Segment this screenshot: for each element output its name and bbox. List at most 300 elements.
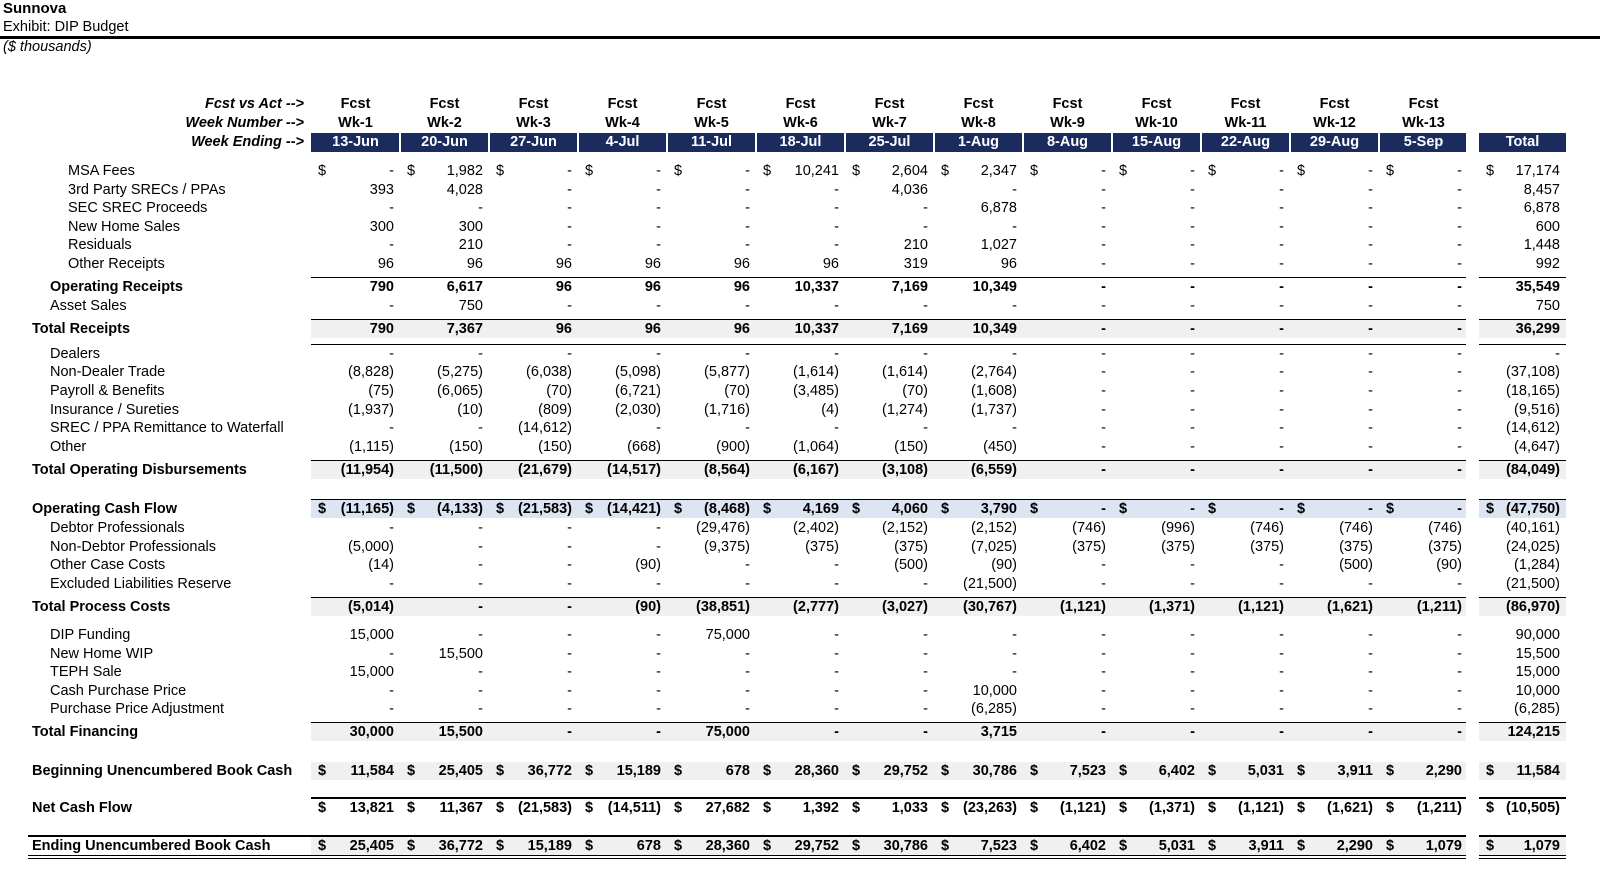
- cell-value: 96: [733, 279, 750, 295]
- table-cell: [1290, 199, 1379, 217]
- table-cell: [845, 363, 934, 381]
- cell-value: -: [1457, 163, 1462, 179]
- total-cell: [1479, 663, 1569, 681]
- table-cell: [845, 255, 934, 273]
- row-label: Purchase Price Adjustment: [50, 701, 225, 717]
- table-cell: [1023, 682, 1112, 700]
- row-label: Debtor Professionals: [50, 520, 185, 536]
- table-cell: [400, 575, 489, 593]
- table-cell: [667, 837, 756, 855]
- table-cell: [845, 598, 934, 616]
- table-cell: [667, 401, 756, 419]
- cell-value: 7,169: [891, 279, 928, 295]
- cell-value: -: [1279, 576, 1284, 592]
- cell-value: -: [567, 298, 572, 314]
- col-week: Wk-4: [605, 115, 640, 131]
- cell-value: -: [834, 346, 839, 362]
- header-label-week-ending: Week Ending -->: [191, 134, 304, 150]
- cell-value: -: [656, 627, 661, 643]
- cell-value: -: [1368, 364, 1373, 380]
- cell-value: 6,402: [1158, 763, 1195, 779]
- cell-value: -: [1101, 321, 1106, 337]
- band-separator: [1378, 133, 1380, 152]
- table-cell: [667, 363, 756, 381]
- cell-value: -: [834, 701, 839, 717]
- cell-value: 1,027: [980, 237, 1017, 253]
- cell-value: (1,621): [1327, 800, 1373, 816]
- double-underline-total: [1479, 858, 1566, 859]
- row-label: TEPH Sale: [50, 664, 122, 680]
- table-cell: [1201, 598, 1290, 616]
- table-cell: [1023, 500, 1112, 518]
- table-cell: [578, 255, 667, 273]
- cell-value: -: [745, 664, 750, 680]
- table-cell: [667, 438, 756, 456]
- table-cell: [311, 500, 400, 518]
- table-cell: [1023, 345, 1112, 363]
- table-cell: [578, 382, 667, 400]
- table-cell: [845, 218, 934, 236]
- cell-value: 15,000: [349, 627, 394, 643]
- cell-value: 2,347: [980, 163, 1017, 179]
- table-cell: [845, 519, 934, 537]
- cell-value: -: [656, 219, 661, 235]
- cell-value: -: [745, 646, 750, 662]
- cell-value: -: [1457, 462, 1462, 478]
- total-value: 36,299: [1515, 321, 1560, 337]
- total-value: -: [1555, 346, 1560, 362]
- cell-value: (1,716): [704, 402, 750, 418]
- currency-sign: $: [407, 838, 416, 854]
- table-cell: [1290, 762, 1379, 780]
- col-type: Fcst: [696, 96, 727, 112]
- currency-sign: $: [407, 163, 416, 179]
- table-cell: [667, 382, 756, 400]
- currency-sign: $: [318, 838, 327, 854]
- table-cell: [1290, 626, 1379, 644]
- row-label: Non-Dealer Trade: [50, 364, 166, 380]
- table-cell: [311, 401, 400, 419]
- currency-sign: $: [318, 163, 327, 179]
- table-row: [0, 438, 1600, 456]
- total-cell: [1479, 297, 1569, 315]
- header-rule: [0, 36, 1600, 39]
- cell-value: 2,604: [891, 163, 928, 179]
- cell-value: -: [1190, 724, 1195, 740]
- table-cell: [1023, 255, 1112, 273]
- cell-value: (8,468): [704, 501, 750, 517]
- table-cell: [934, 401, 1023, 419]
- table-cell: [1379, 401, 1468, 419]
- table-cell: [667, 218, 756, 236]
- cell-value: -: [389, 346, 394, 362]
- cell-value: -: [834, 646, 839, 662]
- table-cell: [1201, 663, 1290, 681]
- cell-value: -: [1190, 420, 1195, 436]
- cell-value: (1,608): [971, 383, 1017, 399]
- table-cell: [578, 419, 667, 437]
- cell-value: 96: [733, 321, 750, 337]
- table-cell: [756, 401, 845, 419]
- total-cell: [1479, 278, 1569, 296]
- currency-sign: $: [1297, 763, 1306, 779]
- table-cell: [1201, 500, 1290, 518]
- table-cell: [667, 700, 756, 718]
- cell-value: 25,405: [438, 763, 483, 779]
- table-row: [0, 663, 1600, 681]
- table-cell: [400, 519, 489, 537]
- table-cell: [845, 199, 934, 217]
- table-row: [0, 278, 1600, 296]
- cell-value: -: [1190, 383, 1195, 399]
- currency-sign: $: [1030, 163, 1039, 179]
- total-cell: [1479, 162, 1569, 180]
- cell-value: -: [1190, 462, 1195, 478]
- table-cell: [578, 500, 667, 518]
- currency-sign: $: [1486, 163, 1495, 179]
- total-cell: [1479, 363, 1569, 381]
- cell-value: 393: [369, 182, 394, 198]
- currency-sign: $: [1119, 501, 1128, 517]
- table-cell: [1201, 382, 1290, 400]
- table-row: [0, 645, 1600, 663]
- table-cell: [934, 438, 1023, 456]
- table-cell: [1112, 363, 1201, 381]
- table-cell: [489, 663, 578, 681]
- cell-value: -: [567, 163, 572, 179]
- cell-value: -: [1457, 298, 1462, 314]
- currency-sign: $: [763, 501, 772, 517]
- table-cell: [667, 320, 756, 338]
- cell-value: -: [745, 420, 750, 436]
- table-cell: [578, 519, 667, 537]
- cell-value: -: [1190, 664, 1195, 680]
- table-cell: [311, 556, 400, 574]
- cell-value: -: [1457, 321, 1462, 337]
- table-cell: [489, 345, 578, 363]
- cell-value: 11,584: [350, 763, 394, 779]
- cell-value: (3,485): [793, 383, 839, 399]
- table-cell: [934, 538, 1023, 556]
- cell-value: -: [1279, 237, 1284, 253]
- table-cell: [311, 236, 400, 254]
- row-label: Net Cash Flow: [32, 800, 132, 816]
- table-cell: [1112, 278, 1201, 296]
- units-note: ($ thousands): [3, 39, 92, 55]
- cell-value: (5,014): [348, 599, 394, 615]
- table-cell: [934, 663, 1023, 681]
- table-cell: [756, 278, 845, 296]
- row-label: SREC / PPA Remittance to Waterfall: [50, 420, 284, 436]
- currency-sign: $: [763, 800, 772, 816]
- table-cell: [667, 181, 756, 199]
- cell-value: -: [1279, 364, 1284, 380]
- cell-value: -: [834, 576, 839, 592]
- table-cell: [1379, 297, 1468, 315]
- cell-value: -: [656, 576, 661, 592]
- cell-value: 1,982: [446, 163, 483, 179]
- currency-sign: $: [585, 501, 594, 517]
- currency-sign: $: [1208, 163, 1217, 179]
- table-cell: [1290, 162, 1379, 180]
- currency-sign: $: [852, 838, 861, 854]
- cell-value: (375): [1072, 539, 1106, 555]
- total-value: (14,612): [1505, 420, 1560, 436]
- table-cell: [756, 297, 845, 315]
- currency-sign: $: [1386, 163, 1395, 179]
- cell-value: (375): [894, 539, 928, 555]
- cell-value: (3,027): [882, 599, 928, 615]
- cell-value: 1,033: [891, 800, 928, 816]
- table-cell: [1112, 297, 1201, 315]
- cell-value: (1,937): [348, 402, 394, 418]
- cell-value: (6,559): [971, 462, 1017, 478]
- cell-value: (21,679): [517, 462, 572, 478]
- table-cell: [667, 598, 756, 616]
- currency-sign: $: [1297, 163, 1306, 179]
- total-cell: [1479, 799, 1569, 817]
- cell-value: -: [1101, 683, 1106, 699]
- table-row: [0, 626, 1600, 644]
- cell-value: -: [1368, 576, 1373, 592]
- table-cell: [934, 278, 1023, 296]
- table-cell: [400, 500, 489, 518]
- col-week-ending: 13-Jun: [332, 134, 379, 150]
- cell-value: (2,152): [882, 520, 928, 536]
- cell-value: -: [567, 539, 572, 555]
- table-cell: [756, 236, 845, 254]
- table-cell: [311, 363, 400, 381]
- cell-value: 3,911: [1248, 838, 1284, 854]
- table-cell: [667, 762, 756, 780]
- table-cell: [756, 382, 845, 400]
- col-type: Fcst: [1141, 96, 1172, 112]
- total-cell: [1479, 419, 1569, 437]
- table-cell: [489, 236, 578, 254]
- row-label: MSA Fees: [68, 163, 135, 179]
- table-cell: [1290, 255, 1379, 273]
- table-cell: [578, 556, 667, 574]
- table-cell: [400, 837, 489, 855]
- cell-value: -: [1101, 664, 1106, 680]
- table-cell: [756, 645, 845, 663]
- table-cell: [311, 538, 400, 556]
- table-cell: [1290, 218, 1379, 236]
- cell-value: (1,621): [1327, 599, 1373, 615]
- table-cell: [1290, 382, 1379, 400]
- table-cell: [400, 663, 489, 681]
- cell-value: -: [834, 237, 839, 253]
- currency-sign: $: [941, 838, 950, 854]
- cell-value: 28,360: [705, 838, 750, 854]
- cell-value: -: [389, 646, 394, 662]
- table-cell: [1023, 236, 1112, 254]
- currency-sign: $: [763, 763, 772, 779]
- table-cell: [578, 575, 667, 593]
- table-row: [0, 382, 1600, 400]
- row-label: Payroll & Benefits: [50, 383, 165, 399]
- table-cell: [1201, 700, 1290, 718]
- cell-value: 96: [644, 279, 661, 295]
- cell-value: (500): [1339, 557, 1373, 573]
- table-cell: [934, 700, 1023, 718]
- table-cell: [489, 255, 578, 273]
- cell-value: -: [923, 219, 928, 235]
- currency-sign: $: [941, 800, 950, 816]
- cell-value: (1,211): [1416, 800, 1462, 816]
- cell-value: -: [656, 237, 661, 253]
- cell-value: -: [1101, 364, 1106, 380]
- col-week-ending: 27-Jun: [510, 134, 557, 150]
- cell-value: (70): [902, 383, 928, 399]
- cell-value: -: [1279, 256, 1284, 272]
- table-row: [0, 363, 1600, 381]
- table-cell: [667, 461, 756, 479]
- cell-value: -: [1279, 346, 1284, 362]
- cell-value: 210: [903, 237, 928, 253]
- cell-value: 10,337: [794, 321, 839, 337]
- table-cell: [311, 438, 400, 456]
- table-cell: [1023, 645, 1112, 663]
- cell-value: -: [1279, 462, 1284, 478]
- cell-value: -: [1457, 383, 1462, 399]
- double-underline-total: [1479, 855, 1566, 856]
- table-cell: [934, 181, 1023, 199]
- row-label: Non-Debtor Professionals: [50, 539, 217, 555]
- double-underline: [28, 858, 1466, 859]
- cell-value: -: [656, 420, 661, 436]
- currency-sign: $: [496, 163, 505, 179]
- cell-value: -: [1279, 163, 1284, 179]
- row-label: DIP Funding: [50, 627, 131, 643]
- table-cell: [1379, 218, 1468, 236]
- currency-sign: $: [1386, 501, 1395, 517]
- table-cell: [1379, 438, 1468, 456]
- table-cell: [845, 320, 934, 338]
- cell-value: -: [478, 683, 483, 699]
- table-cell: [756, 762, 845, 780]
- cell-value: -: [1101, 627, 1106, 643]
- cell-value: -: [1368, 420, 1373, 436]
- total-value: 750: [1535, 298, 1560, 314]
- currency-sign: $: [852, 501, 861, 517]
- cell-value: -: [478, 346, 483, 362]
- cell-value: 15,500: [438, 646, 483, 662]
- cell-value: 210: [458, 237, 483, 253]
- table-cell: [489, 218, 578, 236]
- cell-value: -: [1101, 420, 1106, 436]
- currency-sign: $: [852, 763, 861, 779]
- cell-value: -: [923, 683, 928, 699]
- table-cell: [1379, 645, 1468, 663]
- cell-value: -: [1368, 163, 1373, 179]
- cell-value: (375): [805, 539, 839, 555]
- cell-value: -: [923, 724, 928, 740]
- cell-value: 3,790: [980, 501, 1017, 517]
- cell-value: (21,583): [517, 800, 572, 816]
- cell-value: -: [567, 664, 572, 680]
- cell-value: -: [834, 200, 839, 216]
- table-row: [0, 799, 1600, 817]
- table-cell: [1112, 500, 1201, 518]
- cell-value: (1,115): [349, 439, 394, 455]
- row-label: Other: [50, 439, 87, 455]
- table-cell: [400, 438, 489, 456]
- cell-value: -: [1279, 627, 1284, 643]
- total-cell: [1479, 723, 1569, 741]
- cell-value: (14,612): [517, 420, 572, 436]
- cell-value: -: [478, 599, 483, 615]
- currency-sign: $: [585, 838, 594, 854]
- cell-value: 96: [733, 256, 750, 272]
- table-cell: [1201, 762, 1290, 780]
- table-cell: [1201, 278, 1290, 296]
- table-cell: [934, 382, 1023, 400]
- table-cell: [1023, 382, 1112, 400]
- total-value: (9,516): [1514, 402, 1560, 418]
- cell-value: -: [389, 163, 394, 179]
- cell-value: (5,000): [348, 539, 394, 555]
- cell-value: -: [1279, 683, 1284, 699]
- cell-value: -: [1279, 321, 1284, 337]
- cell-value: -: [1279, 200, 1284, 216]
- table-cell: [1023, 419, 1112, 437]
- cell-value: (375): [1339, 539, 1373, 555]
- table-row: [0, 556, 1600, 574]
- table-cell: [1290, 663, 1379, 681]
- col-type: Fcst: [874, 96, 905, 112]
- cell-value: -: [1368, 279, 1373, 295]
- cell-value: -: [1457, 501, 1462, 517]
- currency-sign: $: [763, 163, 772, 179]
- table-cell: [489, 382, 578, 400]
- cell-value: 36,772: [527, 763, 572, 779]
- cell-value: -: [1457, 724, 1462, 740]
- double-underline: [28, 855, 1466, 856]
- table-row: [0, 181, 1600, 199]
- total-cell: [1479, 218, 1569, 236]
- currency-sign: $: [1030, 800, 1039, 816]
- table-cell: [489, 762, 578, 780]
- cell-value: (746): [1428, 520, 1462, 536]
- table-cell: [578, 723, 667, 741]
- currency-sign: $: [1208, 838, 1217, 854]
- cell-value: -: [1101, 439, 1106, 455]
- row-label: Operating Receipts: [50, 279, 183, 295]
- table-cell: [1112, 626, 1201, 644]
- table-cell: [400, 538, 489, 556]
- cell-value: (6,285): [971, 701, 1017, 717]
- cell-value: (70): [724, 383, 750, 399]
- table-cell: [400, 419, 489, 437]
- cell-value: -: [1012, 346, 1017, 362]
- currency-sign: $: [496, 501, 505, 517]
- table-cell: [1290, 538, 1379, 556]
- cell-value: -: [745, 576, 750, 592]
- cell-value: -: [1457, 664, 1462, 680]
- row-label: New Home Sales: [68, 219, 181, 235]
- table-cell: [845, 162, 934, 180]
- cell-value: -: [1457, 237, 1462, 253]
- table-row: [0, 419, 1600, 437]
- currency-sign: $: [763, 838, 772, 854]
- table-cell: [311, 297, 400, 315]
- table-cell: [311, 519, 400, 537]
- table-cell: [311, 682, 400, 700]
- total-value: (21,500): [1505, 576, 1560, 592]
- table-cell: [845, 575, 934, 593]
- table-cell: [1290, 363, 1379, 381]
